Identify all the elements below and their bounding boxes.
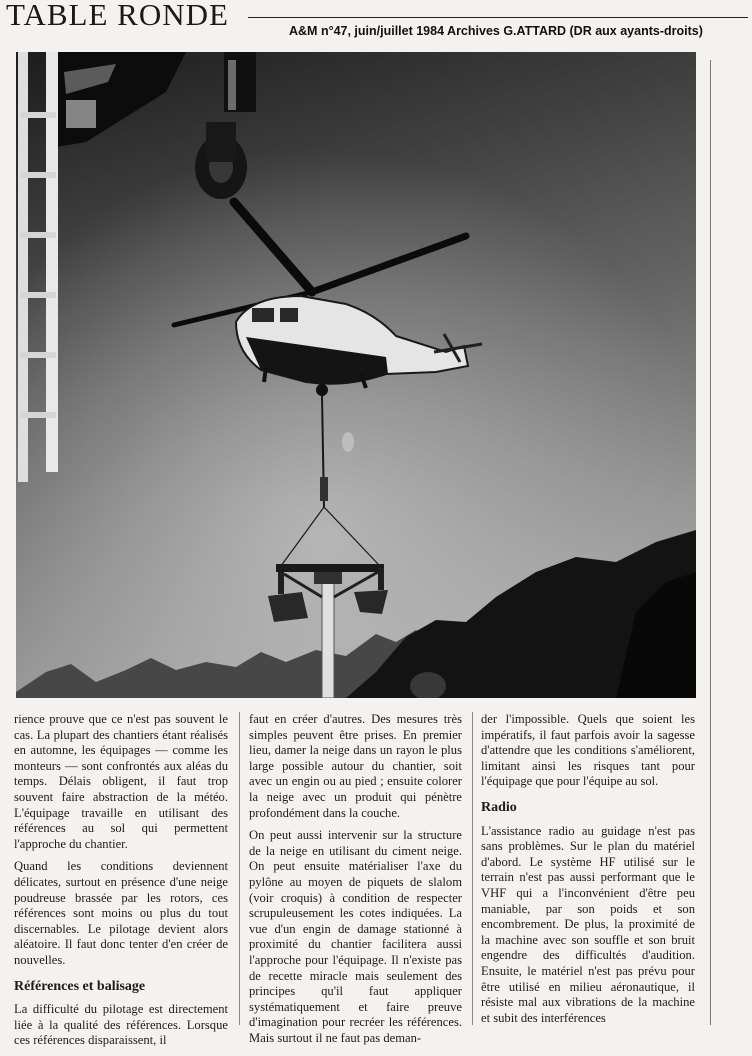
paragraph: der l'impossible. Quels que soient les impératifs, il faut parfois avoir la sagesse d'attendre que les conditions s'améliorent, limitant ainsi les risques tant pour l'équipage que pour l'équipe au sol. xyxy=(481,712,695,789)
section-heading-radio: Radio xyxy=(481,799,517,815)
helicopter-photo xyxy=(16,52,696,698)
section-heading-references: Références et balisage xyxy=(14,978,146,994)
paragraph: Quand les conditions deviennent délicates, surtout en présence d'une neige poudreuse brassée par les rotors, ces références sont moins ou plus du tout discernables. Le pilotage devient alors aléatoire. Il faut donc tenter d'en créer de nouvelles. xyxy=(14,859,228,967)
article-column-1 xyxy=(14,712,228,1056)
paragraph: La difficulté du pilotage est directement liée à la qualité des références. Lorsque ces références disparaissent, il xyxy=(14,1002,228,1048)
article-column-2 xyxy=(249,712,462,1053)
archive-credit: A&M n°47, juin/juillet 1984 Archives G.ATTARD (DR aux ayants-droits) xyxy=(289,24,703,38)
header-rule xyxy=(248,17,748,18)
paragraph: On peut aussi intervenir sur la structure de la neige en utilisant du ciment neige. On peut ensuite matérialiser l'axe du pylône au moyen de piquets de slalom (voir croquis) à condition de respecter scrupuleusement les cotes indiquées. La vue d'un engin de damage stationné à proximité du chantier facilitera aussi l'approche pour l'équipage. Il n'existe pas de recette miracle mais seulement des principes qu'il faut appliquer systématiquement et faire preuve d'imagination pour recréer les références. Mais surtout il ne faut pas deman- xyxy=(249,828,462,1045)
article-column-3 xyxy=(481,712,695,1033)
page-edge-right xyxy=(710,60,711,1025)
section-title: TABLE RONDE xyxy=(6,0,229,32)
paragraph: L'assistance radio au guidage n'est pas sans problèmes. Sur le plan du matériel d'abord. Le système HF utilisé sur le terrain n'est pas aussi performant que le VHF qui a l'inconvénient d'être peu maniable, par son poids et son encombrement. De plus, la proximité de la machine avec son souffle et son bruit engendre des difficultés d'audition. Ensuite, le matériel n'est pas prévu pour être utilisé en milieu aéronautique, il résiste mal aux vibrations de la machine et subit des interférences xyxy=(481,823,695,1025)
column-divider xyxy=(239,712,240,1025)
paragraph: rience prouve que ce n'est pas souvent le cas. La plupart des chantiers étant réalisés en automne, les équipages — comme les monteurs — sont confrontés aux aléas du temps. Délais obligent, il faut trop souvent faire abstraction de la météo. L'équipage travaille en utilisant des références au sol qui permettent l'approche du chantier. xyxy=(14,712,228,851)
column-divider xyxy=(472,712,473,1025)
paragraph: faut en créer d'autres. Des mesures très simples peuvent être prises. En premier lieu, damer la neige dans un rayon le plus large possible autour du chantier, soit avec un engin ou au pied ; ensuite colorer la neige avec un produit qui pénètre profondément dans la couche. xyxy=(249,712,462,820)
